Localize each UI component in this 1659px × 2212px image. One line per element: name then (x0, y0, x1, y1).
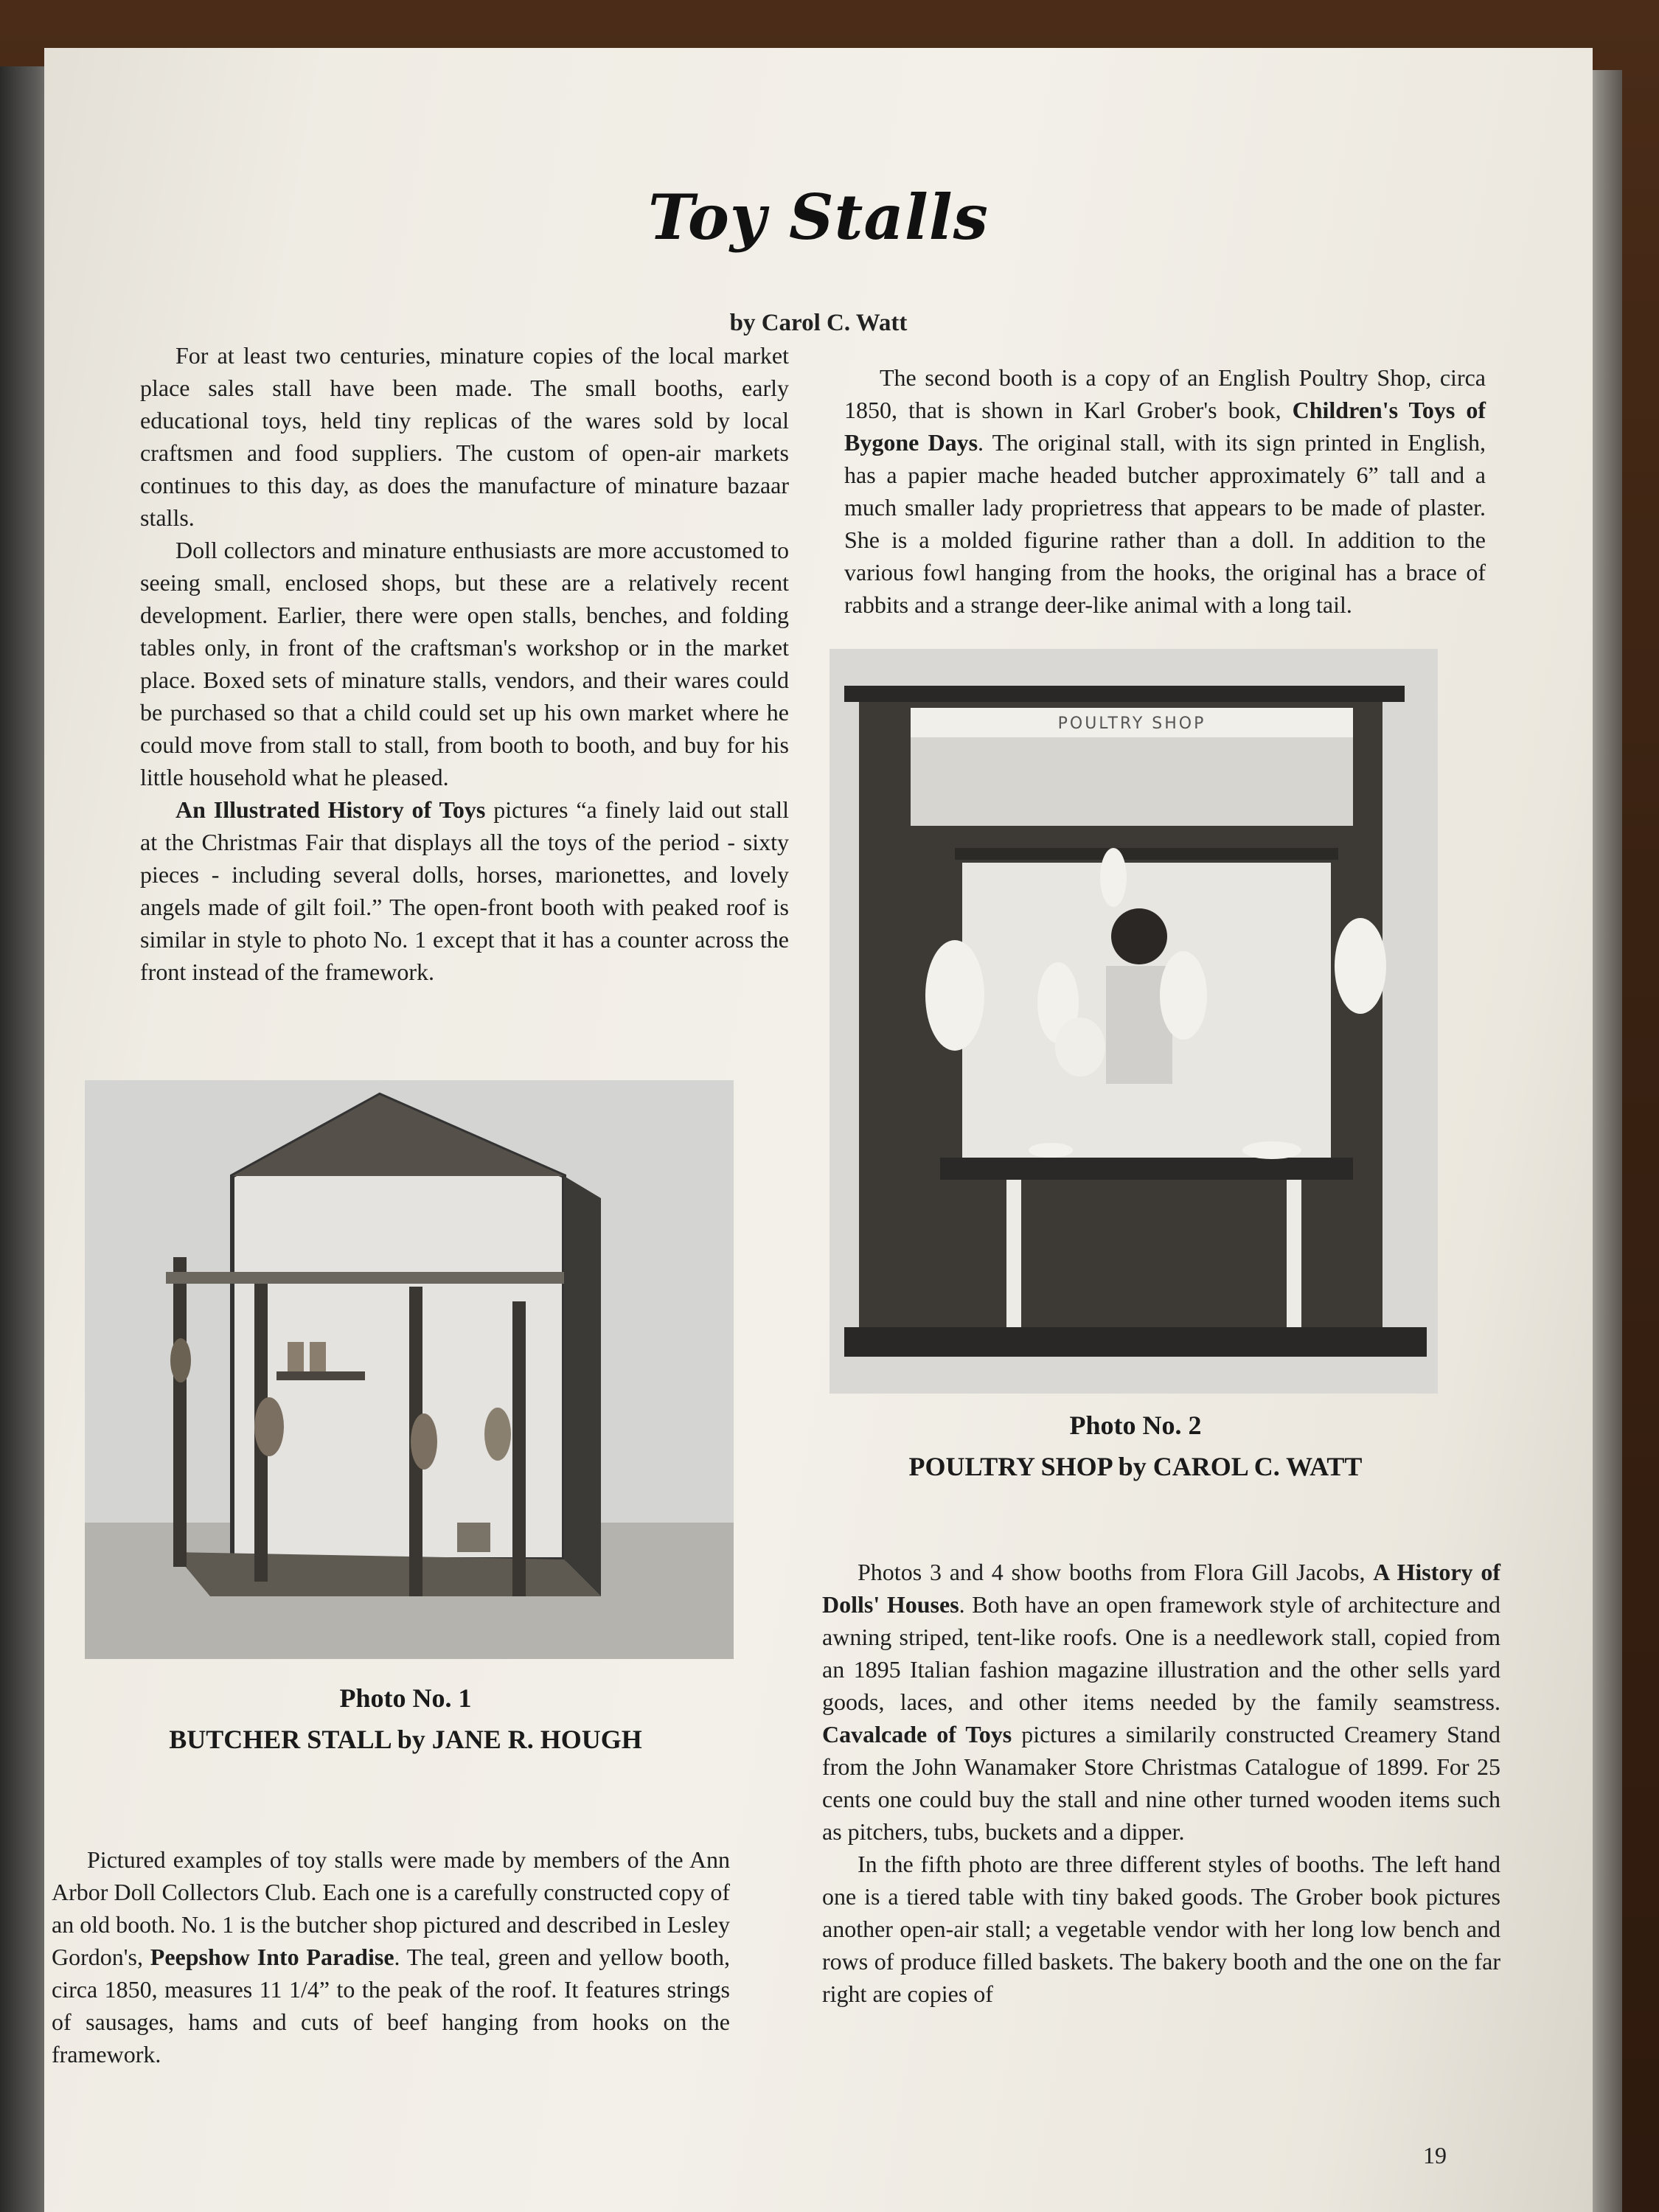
photo-poultry-shop (830, 649, 1438, 1394)
shop-sign-text: POULTRY SHOP (1057, 714, 1206, 733)
book-title: Peepshow Into Paradise (150, 1944, 394, 1970)
article-byline: by Carol C. Watt (729, 310, 908, 336)
paragraph-text: . Both have an open framework style of architecture and awning striped, tent-like roofs. One is a needlework stall, copied from an 1895 Italian fashion magazine illustration and the other sells yard goods, laces, and other items needed by the family seamstress. (822, 1591, 1500, 1715)
right-column-bottom (822, 1556, 1500, 2010)
paragraph-text: Pictured examples of toy stalls were made by members of the Ann Arbor Doll Collectors Club. Each one is a carefully constructed copy of an old booth. No. 1 is the butcher shop pictured and described in Lesley Gordon's, (52, 1846, 730, 1970)
paragraph (844, 361, 1486, 621)
photo-number: Photo No. 1 (339, 1683, 472, 1713)
page-number: 19 (1423, 2142, 1447, 2168)
book-title: An Illustrated History of Toys (175, 796, 486, 823)
magazine-page (44, 48, 1593, 2212)
book-title: Children's Toys of Bygone Days (844, 397, 1486, 456)
paragraph-text: pictures a similarily constructed Creamery Stand from the John Wanamaker Store Christmas Catalogue of 1899. For 25 cents one could buy the stall and nine other turned wooden items such as pitchers, tubs, buckets and a dipper. (822, 1721, 1501, 1845)
photo-credit: POULTRY SHOP by CAROL C. WATT (908, 1452, 1363, 1481)
paragraph (822, 1556, 1500, 1848)
book-title: Cavalcade of Toys (822, 1721, 1012, 1747)
left-column-bottom (52, 1843, 730, 2070)
left-column-top (140, 339, 789, 988)
butcher-stall-illustration (85, 1080, 734, 1659)
paragraph-text: Photos 3 and 4 show booths from Flora Gill Jacobs, (858, 1559, 1374, 1585)
photo-butcher-stall (85, 1080, 734, 1659)
poultry-shop-illustration (830, 649, 1438, 1394)
paragraph: For at least two centuries, minature copies of the local market place sales stall have been made. The small booths, early educational toys, held tiny replicas of the wares sold by local craftsmen and food suppliers. The custom of open-air markets continues to this day, as does the manufacture of minature bazaar stalls. (140, 342, 789, 531)
photo-caption (811, 1405, 1460, 1487)
paragraph-text: The second booth is a copy of an English Poultry Shop, circa 1850, that is shown in Karl Grober's book, (844, 364, 1486, 423)
photo-credit: BUTCHER STALL by JANE R. HOUGH (169, 1725, 642, 1754)
paragraph: In the fifth photo are three different styles of booths. The left hand one is a tiered table with tiny baked goods. The Grober book pictures another open-air stall; a vegetable vendor with her long low bench and rows of produce filled baskets. The bakery booth and the one on the far right are copies of (822, 1851, 1500, 2007)
paragraph-text: pictures “a finely laid out stall at the Christmas Fair that displays all the toys of the period - sixty pieces - including several dolls, horses, marionettes, and lovely angels made of gilt foil.” The open-front booth with peaked roof is similar in style to photo No. 1 except that it has a counter across the front instead of the framework. (140, 796, 789, 985)
paragraph-text: . The teal, green and yellow booth, circa 1850, measures 11 1/4” to the peak of the roof. It features strings of sausages, hams and cuts of beef hanging from hooks on the framework. (52, 1944, 731, 2067)
paragraph: Doll collectors and minature enthusiasts are more accustomed to seeing small, enclosed shops, but these are a relatively recent development. Earlier, there were open stalls, benches, and folding tables only, in front of the craftsman's workshop or in the market place. Boxed sets of minature stalls, vendors, and their wares could be purchased so that a child could set up his own market where he could move from stall to stall, from booth to booth, and buy for his little household what he pleased. (140, 537, 789, 790)
right-column-top (844, 361, 1486, 621)
paragraph (140, 793, 789, 988)
photo-caption (74, 1677, 737, 1760)
paragraph (52, 1843, 730, 2070)
paragraph-text: . The original stall, with its sign printed in English, has a papier mache headed butcher approximately 6” tall and a much smaller lady proprietress that appears to be made of plaster. She is a molded figurine rather than a doll. In addition to the various fowl hanging from the hooks, the original has a brace of rabbits and a strange deer-like animal with a long tail. (844, 429, 1486, 618)
article-title: Toy Stalls (648, 181, 989, 254)
book-title: A History of Dolls' Houses (822, 1559, 1501, 1618)
photo-number: Photo No. 2 (1069, 1411, 1202, 1440)
